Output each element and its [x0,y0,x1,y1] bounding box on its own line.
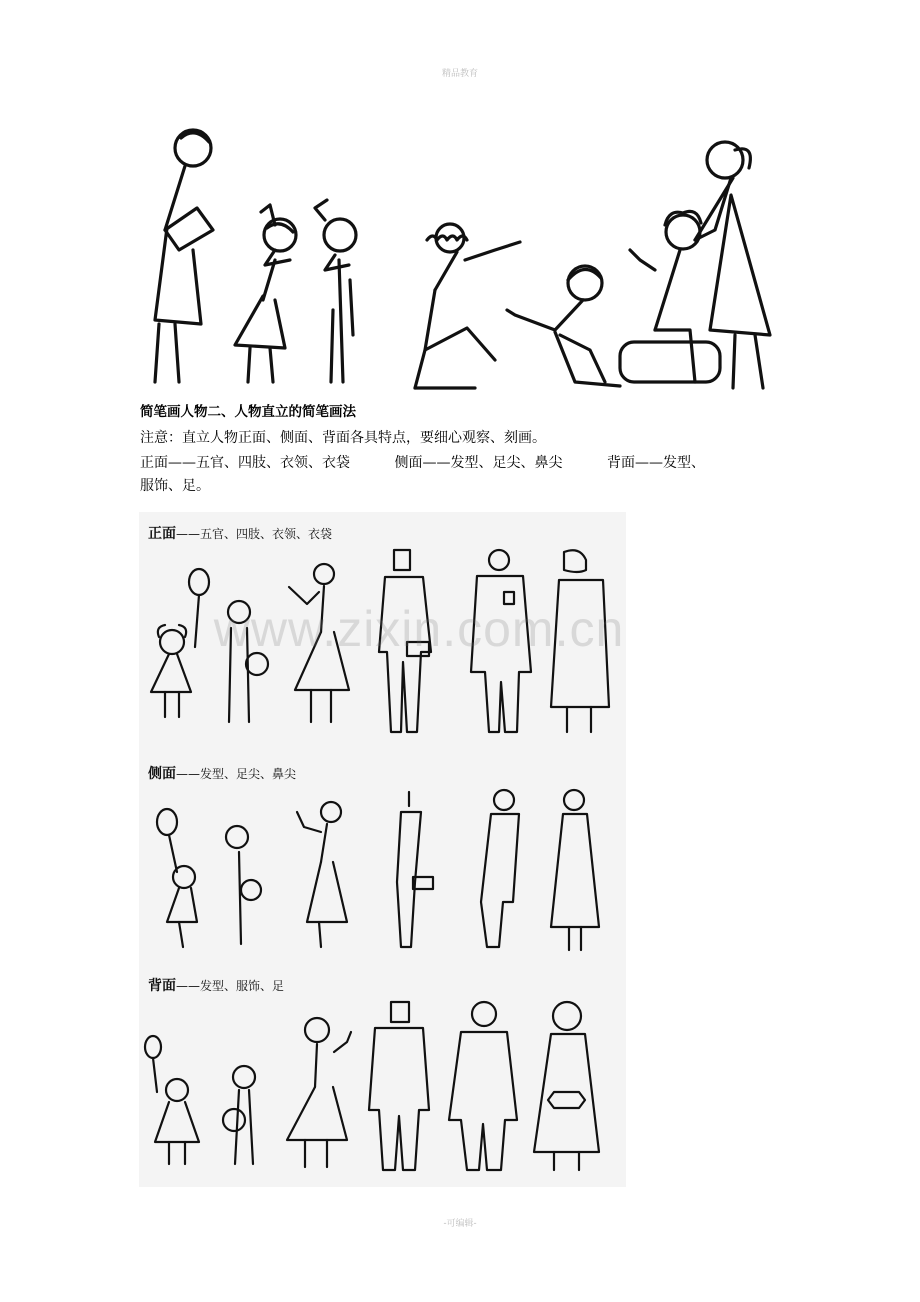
row-label-side-rest: ——发型、足尖、鼻尖 [176,767,297,781]
stick-crouching-person [507,266,620,386]
scanned-figure-sheet [139,512,626,1187]
front-features: 正面——五官、四肢、衣领、衣袋 [140,455,350,471]
side-features: 侧面——发型、足尖、鼻尖 [394,455,563,471]
row-label-back-bold: 背面 [148,978,176,994]
row-label-front-bold: 正面 [148,526,176,542]
row-label-front-rest: ——五官、四肢、衣领、衣袋 [176,527,333,541]
back-view-figures [139,992,626,1187]
stick-girl-waving [235,205,296,382]
row-label-back-rest: ——发型、服饰、足 [176,979,285,993]
section-title: 简笔画人物二、人物直立的简笔画法 [140,404,356,420]
top-stick-figure-illustration [135,120,785,395]
section-note: 注意：直立人物正面、侧面、背面各具特点，要细心观察、刻画。 [140,430,546,446]
header-mark: 精品教育 [441,69,478,79]
stick-woman-ponytail [695,142,770,388]
stick-curly-kid-sitting [620,211,720,382]
footer-mark: -可编辑- [443,1219,477,1229]
side-view-figures [139,782,626,962]
stick-curly-woman-kneeling [415,224,520,388]
watermark: www.zixin.com.cn [213,601,625,657]
row-label-front [148,523,332,543]
back-features-start: 背面——发型、 [607,455,706,471]
stick-person-hand-on-head [315,200,356,382]
stick-woman-with-book [155,130,213,382]
feature-line [140,452,790,475]
row-label-side [148,763,296,783]
row-label-side-bold: 侧面 [148,766,176,782]
back-features-end: 服饰、足。 [140,478,210,494]
